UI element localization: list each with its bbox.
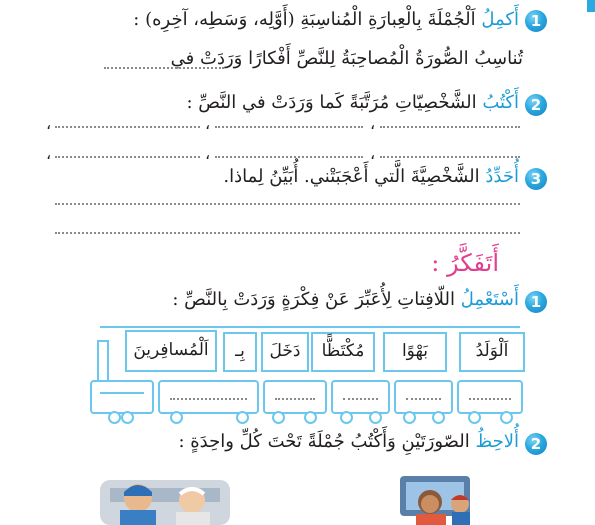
train-wagon-4[interactable] xyxy=(394,380,453,414)
think-1-instruction xyxy=(172,289,519,310)
think-2-verb: أُلاحِظُ xyxy=(475,431,519,452)
think-2-instruction xyxy=(178,431,519,452)
train-wheel xyxy=(108,411,121,424)
exercise-1-badge: 1 xyxy=(525,10,547,32)
word-card-5[interactable]: بِـ xyxy=(223,332,257,372)
exercise-2-comma-6: ، xyxy=(46,144,52,163)
train-wheel xyxy=(272,411,285,424)
exercise-3-answer-line-2[interactable] xyxy=(55,232,520,234)
exercise-3-instruction xyxy=(223,166,519,187)
exercise-2-comma-2: ، xyxy=(205,114,211,133)
passengers-illustration xyxy=(100,470,230,525)
word-card-1[interactable]: اَلْوَلَدُ xyxy=(459,332,525,372)
train-wheel xyxy=(403,411,416,424)
word-card-4[interactable]: دَخَلَ xyxy=(261,332,309,372)
word-card-2[interactable]: بَهْوًا xyxy=(383,332,447,372)
train-wheel xyxy=(468,411,481,424)
think-1-badge: 1 xyxy=(525,291,547,313)
think-2-text: الصّورَتَيْنِ وَأَكْتُبُ جُمْلَةً تَحْتَ كُلِّ واحِدَةٍ : xyxy=(178,431,470,452)
think-heading: أَتَفَكَّرُ : xyxy=(431,249,499,277)
train-wheel xyxy=(432,411,445,424)
train-wheel xyxy=(236,411,249,424)
exercise-1-answer-line[interactable] xyxy=(104,67,224,69)
exercise-2-comma-5: ، xyxy=(205,144,211,163)
think-1-verb: أَسْتَعْمِلُ xyxy=(460,289,519,310)
word-card-3[interactable]: مُكْتَظًّا xyxy=(311,332,375,372)
word-card-6[interactable]: اَلْمُسافِرينَ xyxy=(125,330,217,372)
think-2-badge: 2 xyxy=(525,433,547,455)
train-wheel xyxy=(304,411,317,424)
children-illustration xyxy=(380,468,490,525)
exercise-2-answer-line-6[interactable] xyxy=(55,156,200,158)
exercise-2-answer-line-5[interactable] xyxy=(215,156,363,158)
exercise-2-comma-4: ، xyxy=(370,144,376,163)
exercise-3-text: الشَّخْصِيَّةَ الَّتي أَعْجَبَتْني. أُبَيِّنُ لِماذا. xyxy=(223,166,480,187)
exercise-3-verb: أُحَدِّدُ xyxy=(485,166,519,187)
exercise-2-verb: أَكْتُبُ xyxy=(482,92,519,113)
train-wagon-2[interactable] xyxy=(263,380,327,414)
exercise-2-comma-3: ، xyxy=(46,114,52,133)
train-wheel xyxy=(340,411,353,424)
exercise-1-instruction xyxy=(133,9,519,30)
think-1-text: اللّافِتاتِ لِأُعَبِّرَ عَنْ فِكْرَةٍ وَرَدَتْ بِالنَّصِّ : xyxy=(172,289,456,310)
train-wire xyxy=(100,326,520,328)
exercise-2-text: الشَّخْصِيّاتِ مُرَتَّبَةً كَما وَرَدَتْ في النَّصِّ : xyxy=(186,92,477,113)
exercise-1-verb: أَكمِلُ xyxy=(481,9,519,30)
exercise-2-comma-1: ، xyxy=(370,114,376,133)
train-wheel xyxy=(170,411,183,424)
exercise-1-sentence: تُناسِبُ الصُّورَةُ الْمُصاحِبَةُ لِلنَّصِّ أَفْكارًا وَرَدَتْ في xyxy=(170,48,523,69)
train-wagon-1[interactable] xyxy=(158,380,259,414)
exercise-3-badge: 3 xyxy=(525,168,547,190)
train-wheel xyxy=(121,411,134,424)
train-wheel xyxy=(500,411,513,424)
exercise-2-instruction xyxy=(187,92,520,113)
exercise-2-answer-line-1[interactable] xyxy=(380,126,520,128)
page-edge-marker xyxy=(587,0,595,12)
exercise-3-answer-line-1[interactable] xyxy=(55,203,520,205)
exercise-2-answer-line-2[interactable] xyxy=(215,126,363,128)
exercise-2-answer-line-3[interactable] xyxy=(55,126,200,128)
train-wagon-5[interactable] xyxy=(457,380,523,414)
exercise-2-answer-line-4[interactable] xyxy=(380,156,520,158)
train-wagon-3[interactable] xyxy=(331,380,390,414)
train-engine xyxy=(90,380,154,414)
exercise-1-text: اَلْجُمْلَةَ بِالْعِبارَةِ الْمُناسِبَةِ (أَوَّلِه، وَسَطِه، آخِرِه) : xyxy=(133,9,476,30)
train-wheel xyxy=(369,411,382,424)
exercise-2-badge: 2 xyxy=(525,94,547,116)
